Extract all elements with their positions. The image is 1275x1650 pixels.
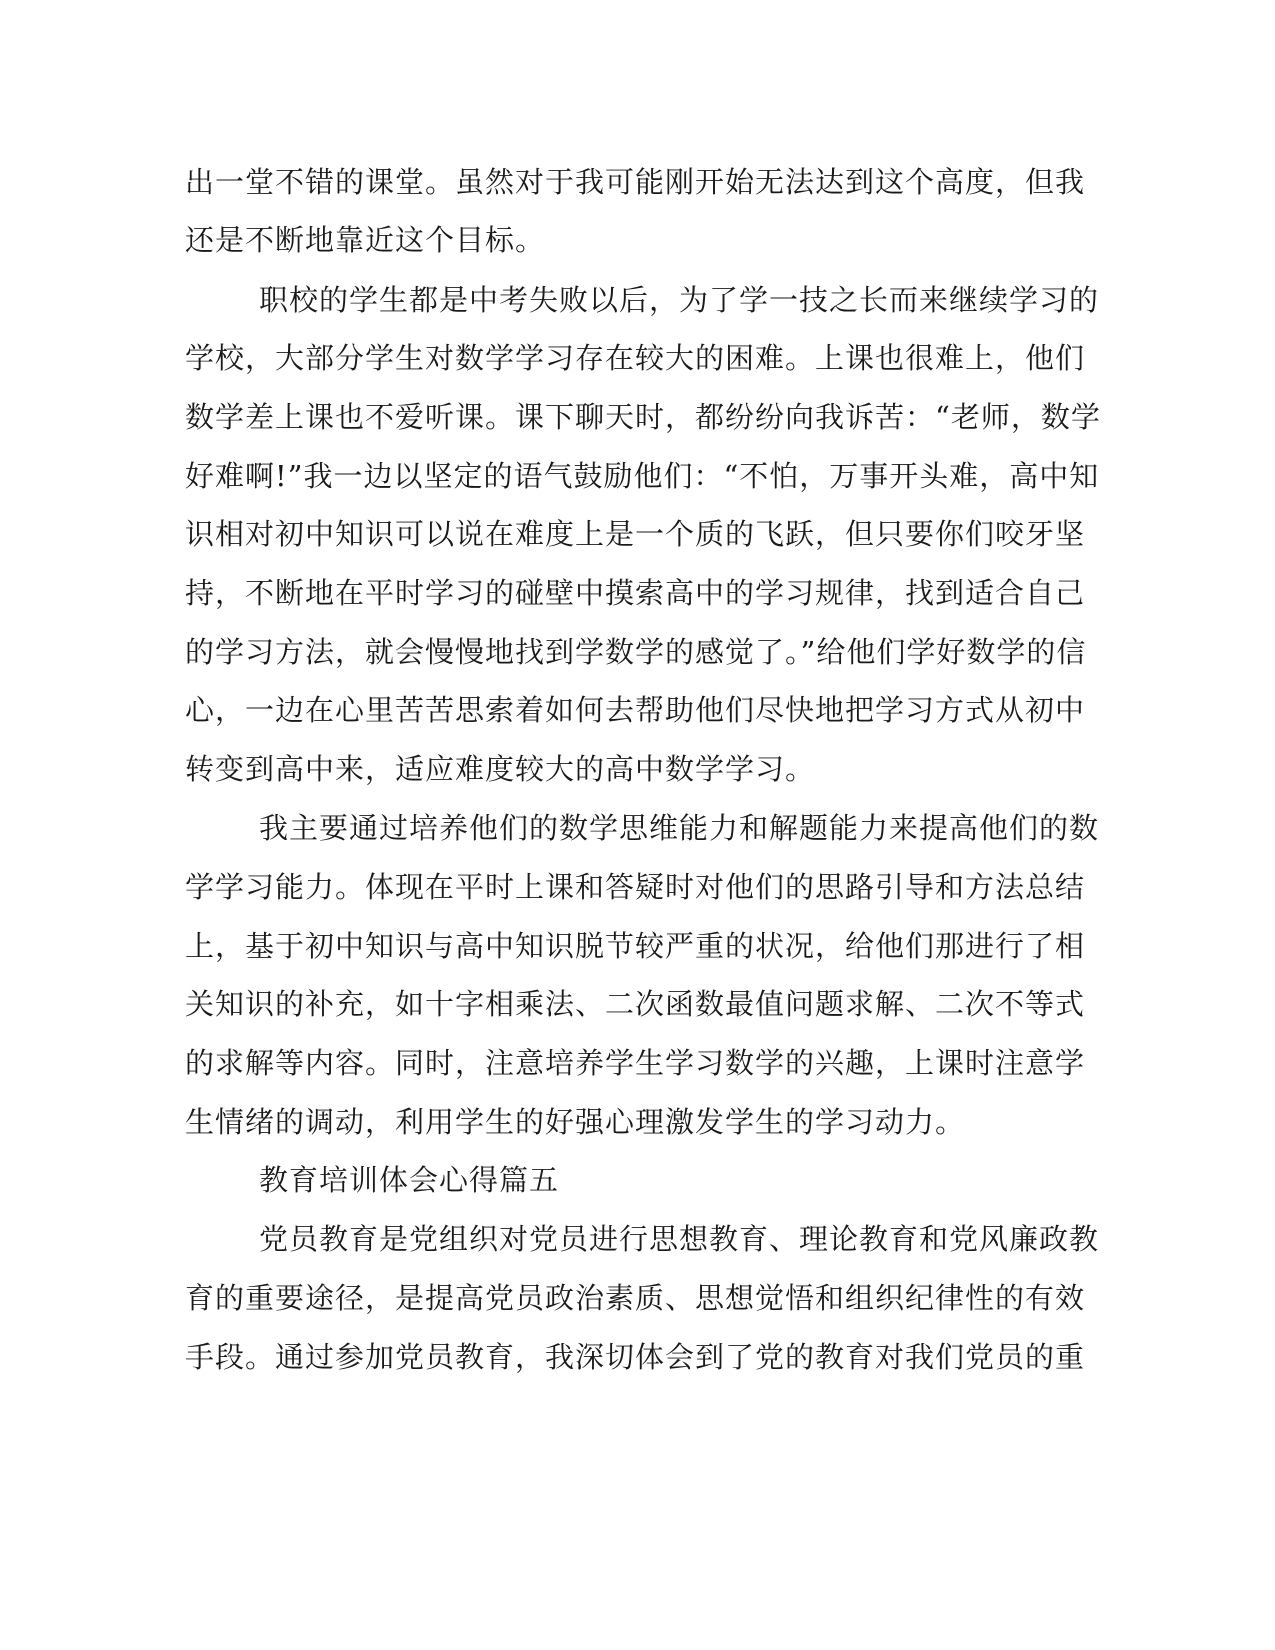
text-line: 学学习能力。体现在平时上课和答疑时对他们的思路引导和方法总结: [185, 870, 1086, 904]
text-line: 上，基于初中知识与高中知识脱节较严重的状况，给他们那进行了相: [185, 929, 1086, 963]
text-line: 数学差上课也不爱听课。课下聊天时，都纷纷向我诉苦：“老师，数学: [185, 400, 1101, 434]
text-line: 育的重要途径，是提高党员政治素质、思想觉悟和组织纪律性的有效: [185, 1281, 1086, 1315]
paragraph-first-line: 我主要通过培养他们的数学思维能力和解题能力来提高他们的数: [259, 811, 1100, 845]
text-line: 心，一边在心里苦苦思索着如何去帮助他们尽快地把学习方式从初中: [185, 693, 1086, 727]
paragraph-first-line: 职校的学生都是中考失败以后，为了学一技之长而来继续学习的: [259, 283, 1100, 317]
text-line: 的求解等内容。同时，注意培养学生学习数学的兴趣，上课时注意学: [185, 1046, 1086, 1080]
text-line: 手段。通过参加党员教育，我深切体会到了党的教育对我们党员的重: [185, 1340, 1086, 1374]
text-line: 还是不断地靠近这个目标。: [185, 223, 546, 257]
text-line: 转变到高中来，适应难度较大的高中数学学习。: [185, 752, 816, 786]
text-line: 的学习方法，就会慢慢地找到学数学的感觉了。”给他们学好数学的信: [185, 635, 1087, 669]
text-line: 好难啊!”我一边以坚定的语气鼓励他们：“不怕，万事开头难，高中知: [185, 459, 1100, 493]
section-heading: 教育培训体会心得篇五: [259, 1163, 560, 1197]
text-line: 持，不断地在平时学习的碰壁中摸索高中的学习规律，找到适合自己: [185, 576, 1086, 610]
text-line: 生情绪的调动，利用学生的好强心理激发学生的学习动力。: [185, 1105, 966, 1139]
text-line: 出一堂不错的课堂。虽然对于我可能刚开始无法达到这个高度，但我: [185, 165, 1086, 199]
text-line: 识相对初中知识可以说在难度上是一个质的飞跃，但只要你们咬牙坚: [185, 517, 1086, 551]
paragraph-first-line: 党员教育是党组织对党员进行思想教育、理论教育和党风廉政教: [259, 1222, 1100, 1256]
text-line: 关知识的补充，如十字相乘法、二次函数最值问题求解、二次不等式: [185, 987, 1086, 1021]
text-line: 学校，大部分学生对数学学习存在较大的困难。上课也很难上，他们: [185, 341, 1086, 375]
